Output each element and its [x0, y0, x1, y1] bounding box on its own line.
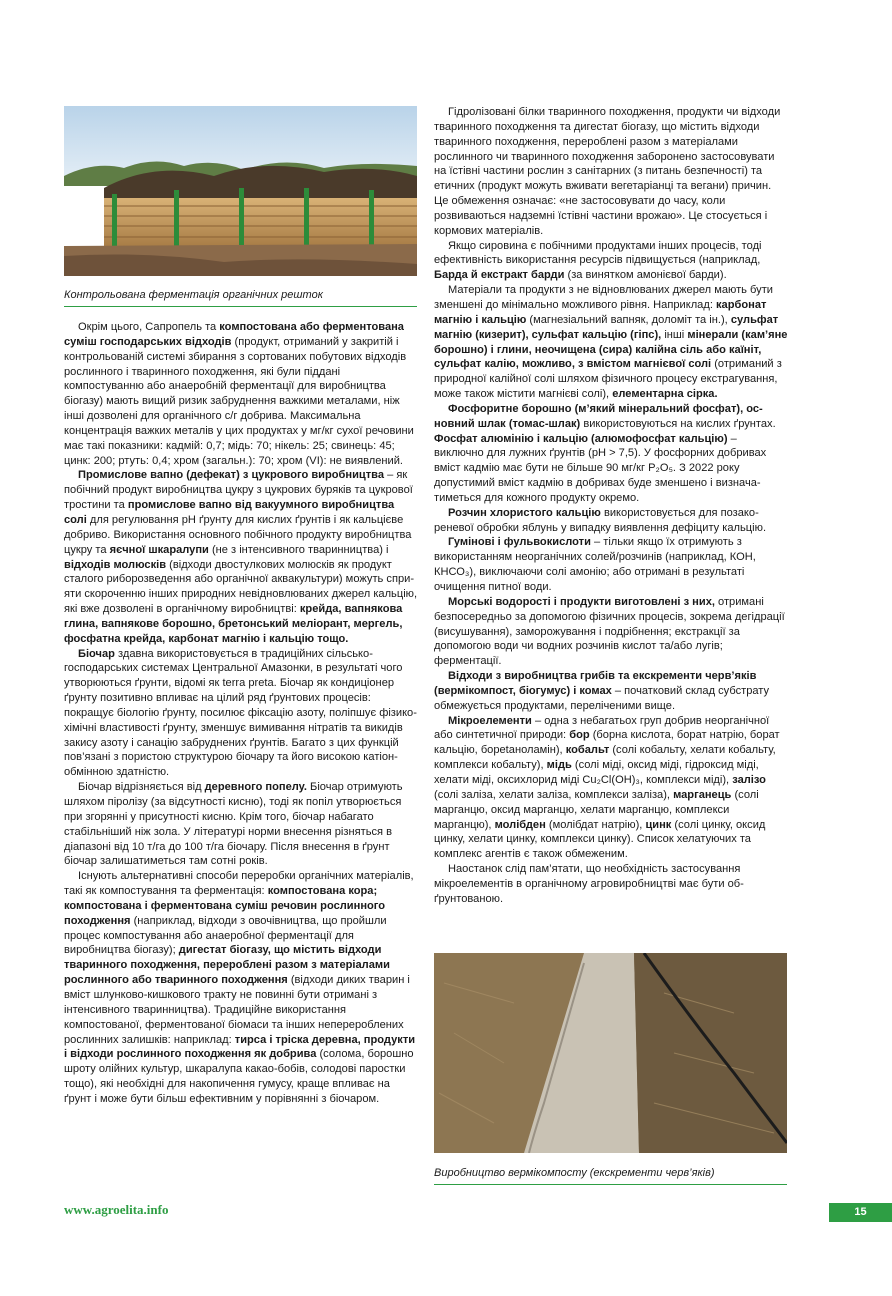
text-run: – виключно для лужних ґрунтів (pH > 7,5). У фосфорних добривах вміст кадмію має бути не більше 90 мг/кг P₂O₅. З 2022 року допустимий вміст кадмію в добривах буде зменшено і визначатиметься для кожного продукту окремо. — [434, 432, 767, 504]
vermicompost-photo — [434, 953, 787, 1153]
bold-text: Морські водорості і продукти виготовлені з них, — [448, 595, 715, 608]
text-run: – одна з небагатьох груп добрив неорганічної або синтетичної природи: — [434, 714, 770, 742]
paragraph — [64, 468, 420, 646]
text-run: (магнезіальний вапняк, доломіт та ін.), — [526, 313, 731, 326]
text-run: (солі цинку, оксид цинку, хелати цинку, комплекси цинку). Список хелатуючих та комплекс агентів є також обмеженим. — [434, 818, 766, 861]
text-run: (відходи диких тварин і вміст шлунково-кишкового тракту не повинні бути отримані з інтенсивного тваринництва). Традиційне використання компостованої, ферментованої біомаси та інших неперероблених рослинних залишків: наприклад: — [64, 974, 410, 1046]
top-figure-caption: Контрольована ферментація органічних решток — [64, 289, 323, 301]
text-run: (відходи двостулкових молюсків як продукт сталого риборозведення або органічної аквакультури) можуть сприяти скороченню інших природних невідновлюваних джерел кальцію, які вже дозволені в органічному виробництві: — [64, 558, 418, 616]
paragraph — [64, 780, 420, 869]
bold-text: елементарна сірка. — [612, 388, 718, 401]
right-text-column — [434, 105, 788, 907]
paragraph — [434, 535, 788, 594]
text-run: використовуються на кислих ґрунтах. — [580, 417, 776, 430]
compost-photo-drawing — [64, 106, 417, 276]
bold-text: Біочар — [78, 647, 115, 660]
bold-text: деревного попелу. — [204, 781, 307, 794]
text-run: здавна використовується в традиційних сільськогосподарських системах Центральної Амазонки, в результаті чого утворюються ґрунти, відомі як terra preta. Біочар як кондиціонер ґрунту позитивно впливає на цілий ряд ґрунтових процесів: покращує біологію ґрунту, посилює фіксацію азоту, поліпшує фізико-хімічні властивості ґрунту, зменшує вимивання нітратів та викидів закису азоту і санацію забруднених ґрунтів. Багато з цих функцій пов’язані з пористою структурою біочару та його високою катіон-обмінною здатністю. — [64, 647, 417, 779]
bold-text: дигестат біогазу, що містить відходи тваринного походження, перероблені разом з матеріалами рослинного або тваринного походження — [64, 944, 390, 987]
text-run: – початковий склад субстрату обмежується продуктами, переліченими вище. — [434, 684, 770, 712]
compost-photo — [64, 106, 417, 276]
bold-text: компостована кора; компостована і ферментована суміш речовин рослинного походження — [64, 885, 386, 927]
bold-text: цинк — [645, 818, 672, 831]
bold-text: Барда й екстракт барди — [434, 269, 565, 282]
bold-text: Фосфоритне борошно (м’який мінеральний фосфат), основний шлак (томас-шлак) — [434, 402, 763, 430]
bottom-figure-caption: Виробництво вермікомпосту (екскременти черв’яків) — [434, 1167, 715, 1179]
text-run: Існують альтернативні способи переробки органічних матеріалів, такі як компостування та ферментація: — [64, 870, 414, 898]
text-run: (молібдат натрію), — [545, 818, 646, 831]
text-run: Біочар отримують шляхом піролізу (за відсутності кисню), тоді як попіл утворюється при згорянні у присутності кисню. Крім того, біочар набагато стабільніший ніж зола. У літературі норми внесення різняться в діапазоні від 10 т/га до 100 т/га біочару. Після внесення в ґрунт біочар залишатиметься там сотні років. — [64, 781, 403, 868]
top-caption-rule — [64, 306, 417, 307]
bold-text: молібден — [494, 818, 546, 831]
text-run: (солі заліза, хелати заліза, комплекси заліза), — [434, 788, 674, 801]
footer-website-link[interactable]: www.agroelita.info — [64, 1202, 169, 1217]
text-run: (солі марганцю, оксид марганцю, хелати марганцю, комплекси марганцю), — [434, 788, 759, 831]
text-run: (наприклад, відходи з овочівництва, що пройшли процес компостування або анаеробної ферментації для виробництва біогазу); — [64, 914, 387, 957]
text-run: – тільки якщо їх отримують з використанням неорганічних солей/розчинів (наприклад, КОН, КНСО₃), виключаючи солі амонію; або отримані в результаті очищення питної води. — [434, 536, 756, 593]
paragraph — [64, 320, 420, 468]
bold-text: крейда, вапнякова глина, вапнякове борошно, бретонський меліорант, мергель, фосфатна крейда, карбонат магнію і кальцію тощо. — [64, 603, 403, 645]
paragraph — [434, 105, 788, 239]
text-run: – як побічний продукт виробництва цукру з цукрових буряків та цукрової тростини та — [64, 469, 413, 512]
bold-text: Мікроелементи — [448, 714, 532, 727]
bold-text: Гумінові і фульвокислоти — [448, 536, 591, 549]
text-run: Окрім цього, Сапропель та — [78, 321, 220, 333]
bold-text: залізо — [732, 773, 766, 786]
text-run: (за винятком амонієвої барди). — [564, 269, 727, 282]
bold-text: промислове вапно від вакуумного виробництва солі — [64, 499, 395, 526]
paragraph — [64, 869, 420, 1107]
text-run: Гідролізовані білки тваринного походження, продукти чи відходи тваринного походження та дигестат біогазу, що містить відходи тваринного походження, перероблені разом з матеріалами рослинного чи тваринного походження заборонено застосовувати на їстівні частини рослин з санітарних (з питань безпечності) та етичних (продукт можуть вживати вегетаріанці та вегани) причин. Це обмеження означає: «не застосовувати до часу, коли розвиваються надземні їстівні частини врожаю». Це стосується і кормових матеріалів. — [434, 106, 781, 237]
paragraph — [434, 595, 788, 669]
vermicompost-photo-drawing — [434, 953, 787, 1153]
paragraph — [434, 402, 788, 506]
bold-text: сульфат магнію (кизерит), сульфат кальцію (гіпс), — [434, 313, 779, 341]
text-run: використовується для позакореневої обробки яблунь у випадку виявлення дефіциту кальцію. — [434, 506, 767, 534]
text-run: (солі кобальту, хелати кобальту, комплекси кобальту), — [434, 744, 776, 772]
bold-text: марганець — [673, 788, 732, 801]
paragraph — [434, 506, 788, 536]
paragraph — [434, 283, 788, 402]
bold-text: карбонат магнію і кальцію — [434, 298, 767, 326]
bold-text: мідь — [546, 759, 572, 772]
bold-text: Промислове вапно (дефекат) з цукрового виробництва — [78, 469, 384, 482]
text-run: (солома, борошно шроту олійних культур, шкаралупа какао-бобів, солодові паростки тощо), які необхідні для накопичення гумусу, краще впливає на ґрунт і може бути більш ефективним у порівнянні з біочаром. — [64, 1048, 414, 1105]
paragraph — [434, 669, 788, 714]
text-run: інші — [661, 328, 688, 341]
bottom-caption-rule — [434, 1184, 787, 1185]
text-run: Матеріали та продукти з не відновлюваних джерел мають бути зменшені до мінімально можливого рівня. Наприклад: — [434, 284, 773, 311]
bold-text: кобальт — [565, 744, 610, 757]
text-run: Наостанок слід пам’ятати, що необхідність застосування мікроелементів в органічному агровиробництві має бути обґрунтованою. — [434, 863, 744, 905]
bold-text: бор — [569, 729, 590, 742]
text-run: (борна кислота, борат натрію, борат кальцію, бореtаноламін), — [434, 729, 780, 757]
paragraph — [434, 714, 788, 862]
bold-text: тирса і тріска деревна, продукти і відходи рослинного походження як добрива — [64, 1033, 416, 1061]
left-text-column — [64, 320, 420, 1107]
bold-text: Відходи з виробництва грибів та екскременти черв’яків (вермікомпост, біогумус) і комах — [434, 670, 757, 697]
text-run: Якщо сировина є побічними продуктами інших процесів, тоді ефективність використання ресурсів підвищується (наприклад, — [434, 239, 762, 267]
bold-text: компостована або ферментована суміш господарських відходів — [64, 321, 404, 348]
paragraph — [64, 647, 420, 781]
page-number-badge: 15 — [829, 1203, 892, 1222]
paragraph — [434, 862, 788, 907]
bold-text: мінерали (кам’яне борошно) і глини, неочищена (сира) калійна сіль або каїніт, сульфат калію, можливо, з вмістом магнієвої солі — [434, 328, 788, 371]
text-run: (солі міді, оксид міді, гідроксид міді, хелати міді, оксихлорид міді Cu₂Cl(OH)₃, комплекси міді), — [434, 759, 759, 786]
bold-text: Фосфат алюмінію і кальцію (алюмофосфат кальцію) — [434, 432, 728, 445]
paragraph — [434, 239, 788, 284]
text-run: для регулювання рН ґрунту для кислих ґрунтів і як кальцієве добриво. Використання основного побічного продукту виробництва цукру та — [64, 513, 412, 556]
bold-text: відходів молюсків — [64, 558, 167, 571]
bold-text: Розчин хлористого кальцію — [448, 506, 601, 519]
text-run: Біочар відрізняється від — [78, 781, 205, 794]
bold-text: яєчної шкаралупи — [109, 543, 209, 556]
text-run: (отриманий з природної калійної солі шляхом фізичного процесу екстрагування, може також містити магнієві солі), — [434, 358, 782, 401]
text-run: (не з інтенсивного тваринництва) і — [208, 543, 389, 556]
text-run: отримані безпосередньо за допомогою фізичних процесів, зокрема дегідрації (висушування), заморожування і подрібнення; екстракції за допомогою води чи водних розчинів кислот та/або лугів; ферментації. — [434, 595, 785, 668]
text-run: (продукт, отриманий у закритій і контрольованій системі збирання з сортованих побутових відходів рослинного і тваринного походження, які були піддані компостуванню або анаеробній ферментації для виробництва біогазу) мають вищий ризик забруднення важкими металами, ніж інші дозволені для органічного с/г добрива. Максимальна концентрація важких металів у цих продуктах у мг/кг сухої речовини має такі показники: кадмій: 0,7; мідь: 70; нікель: 25; свинець: 45; цинк: 200; ртуть: 0,4; хром (загальн.): 70; хром (VI): не виявлений. — [64, 335, 414, 467]
